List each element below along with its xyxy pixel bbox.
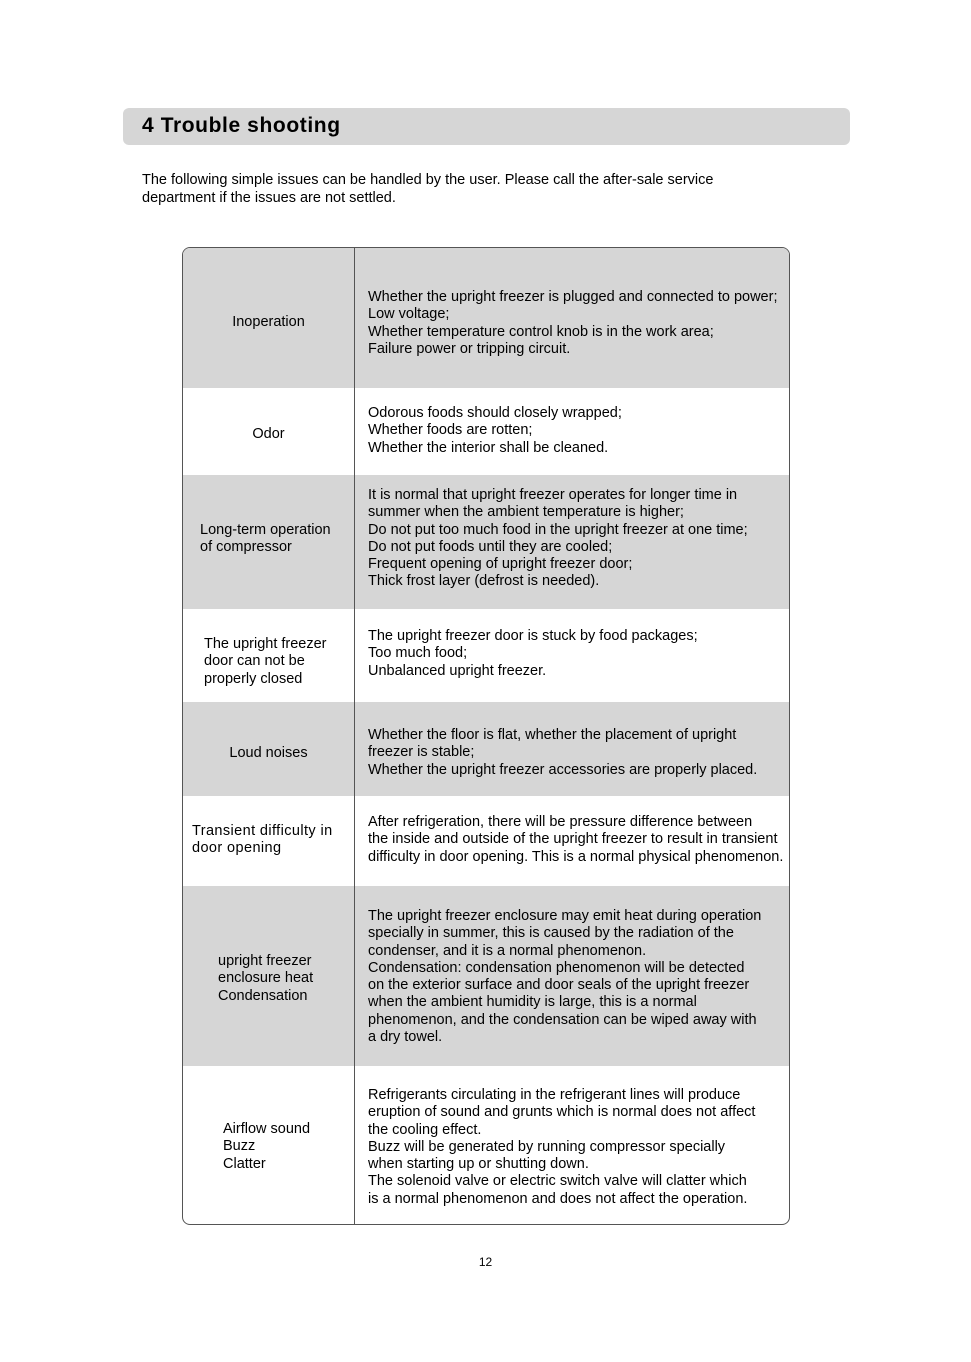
table-row [183, 475, 789, 609]
cause-text: Refrigerants circulating in the refrigerant lines will produce eruption of sound and grunts which is normal does not affect the cooling effect. Buzz will be generated by running compressor specially when starting up or shutting down. The solenoid valve or electric switch valve will clatter which is a normal phenomenon and does not affect the operation. [368, 1087, 756, 1207]
troubleshooting-table [182, 247, 790, 1225]
cause-text: Whether the upright freezer is plugged and connected to power; Low voltage; Whether temperature control knob is in the work area; Failure power or tripping circuit. [368, 289, 778, 357]
table-row [183, 388, 789, 475]
cause-text: Whether the floor is flat, whether the placement of upright freezer is stable; Whether the upright freezer accessories are properly placed. [368, 727, 758, 778]
issue-label: upright freezer enclosure heat Condensation [218, 953, 314, 1004]
section-title: 4 Trouble shooting [142, 114, 341, 137]
cause-text: Odorous foods should closely wrapped; Whether foods are rotten; Whether the interior shall be cleaned. [368, 405, 622, 456]
table-row [183, 609, 789, 702]
issue-label: Long-term operation of compressor [200, 522, 331, 556]
issue-label: Transient difficulty in door opening [192, 823, 333, 857]
cause-text: It is normal that upright freezer operates for longer time in summer when the ambient temperature is higher; Do not put too much food in the upright freezer at one time; Do not put foods until they are cooled; Frequent opening of upright freezer door; Thick frost layer (defrost is needed). [368, 487, 748, 590]
page-number: 12 [478, 1255, 493, 1269]
issue-label: Odor [252, 426, 285, 442]
issue-label: The upright freezer door can not be properly closed [204, 636, 327, 687]
issue-label: Inoperation [232, 314, 305, 330]
issue-label: Airflow sound Buzz Clatter [223, 1121, 311, 1172]
issue-label: Loud noises [229, 745, 308, 761]
cause-text: The upright freezer door is stuck by food packages; Too much food; Unbalanced upright freezer. [368, 628, 698, 679]
intro-paragraph: The following simple issues can be handled by the user. Please call the after-sale service department if the issues are not settled. [142, 172, 714, 206]
table-row [183, 702, 789, 796]
table-row [183, 1066, 789, 1224]
cause-text: After refrigeration, there will be pressure difference between the inside and outside of the upright freezer to result in transient difficulty in door opening. This is a normal physical phenomenon. [368, 814, 784, 865]
cause-text: The upright freezer enclosure may emit heat during operation specially in summer, this is caused by the radiation of the condenser, and it is a normal phenomenon. Condensation: condensation phenomenon will be detected on the exterior surface and door seals of the upright freezer when the ambient humidity is large, this is a normal phenomenon, and the condensation can be wiped away with a dry towel. [368, 908, 762, 1046]
column-divider [354, 248, 355, 1224]
table-row [183, 886, 789, 1066]
table-row [183, 248, 789, 388]
table-row [183, 796, 789, 886]
section-header [123, 108, 850, 145]
